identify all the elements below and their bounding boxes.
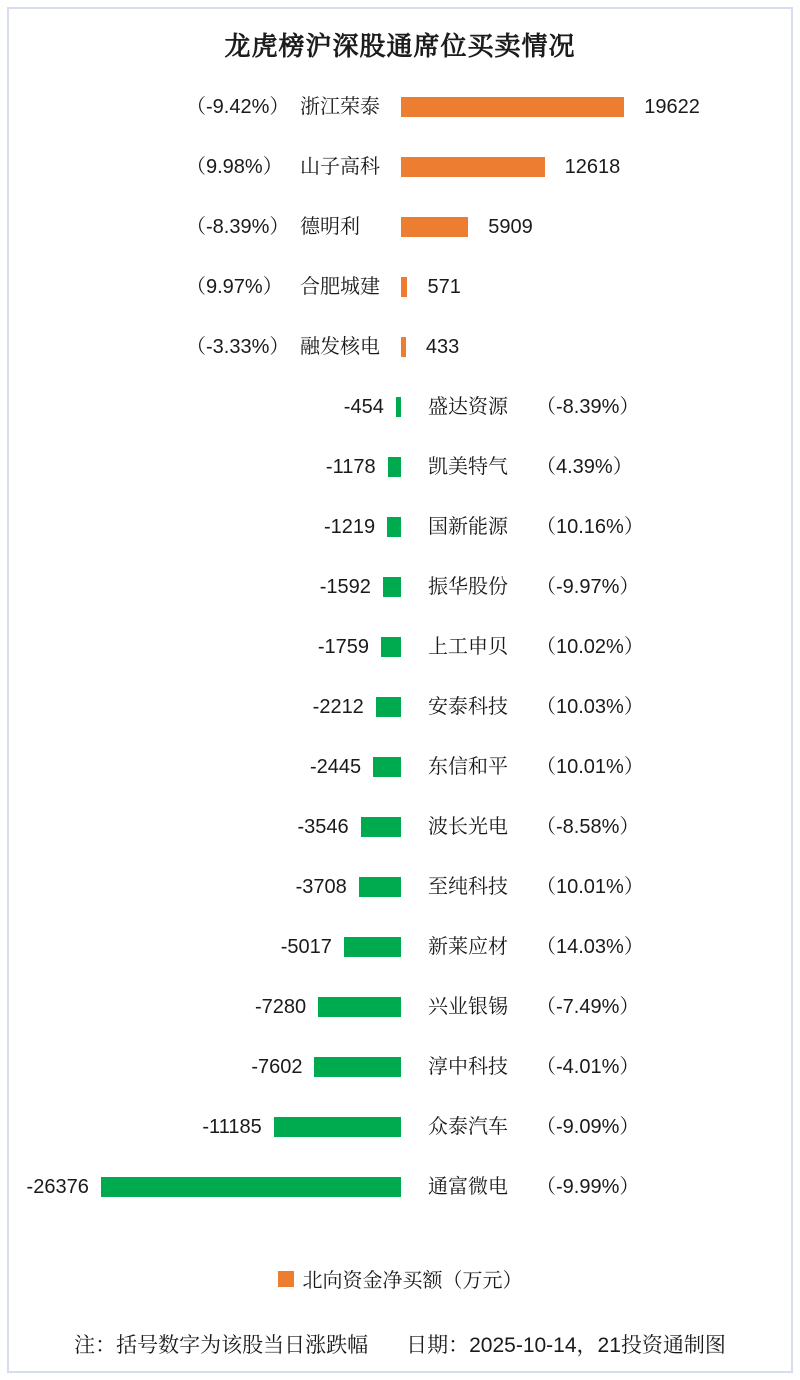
value-label: -454 bbox=[343, 396, 384, 418]
stock-name: 波长光电 bbox=[428, 816, 508, 838]
bar-row bbox=[0, 497, 800, 557]
negative-bar bbox=[376, 697, 401, 717]
stock-name: 众泰汽车 bbox=[428, 1116, 508, 1138]
pct-change-label: （10.03%） bbox=[536, 696, 644, 718]
positive-bar bbox=[401, 157, 545, 177]
bar-row bbox=[0, 437, 800, 497]
pct-change-label: （14.03%） bbox=[536, 936, 644, 958]
bar-row bbox=[0, 857, 800, 917]
stock-name: 通富微电 bbox=[428, 1176, 508, 1198]
value-label: -7602 bbox=[251, 1056, 303, 1078]
stock-name: 德明利 bbox=[300, 216, 360, 238]
pct-change-label: （9.98%） bbox=[186, 156, 283, 178]
chart-title: 龙虎榜沪深股通席位买卖情况 bbox=[224, 31, 576, 61]
value-label: -26376 bbox=[26, 1176, 89, 1198]
pct-change-label: （10.16%） bbox=[536, 516, 644, 538]
legend bbox=[0, 1264, 800, 1293]
bar-row bbox=[0, 797, 800, 857]
value-label: 12618 bbox=[564, 156, 621, 178]
negative-bar bbox=[359, 877, 401, 897]
stock-name: 凯美特气 bbox=[428, 456, 508, 478]
bar-row bbox=[0, 917, 800, 977]
bar-row bbox=[0, 557, 800, 617]
pct-change-label: （-3.33%） bbox=[186, 336, 290, 358]
bar-row bbox=[0, 317, 800, 377]
value-label: -5017 bbox=[280, 936, 332, 958]
value-label: -2445 bbox=[310, 756, 362, 778]
stock-name: 淳中科技 bbox=[428, 1056, 508, 1078]
pct-change-label: （10.01%） bbox=[536, 876, 644, 898]
stock-name: 融发核电 bbox=[300, 336, 380, 358]
stock-name: 东信和平 bbox=[428, 756, 508, 778]
value-label: 433 bbox=[425, 336, 460, 358]
bar-row bbox=[0, 257, 800, 317]
negative-bar bbox=[344, 937, 401, 957]
negative-bar bbox=[361, 817, 401, 837]
pct-change-label: （-7.49%） bbox=[536, 996, 640, 1018]
pct-change-label: （-8.39%） bbox=[536, 396, 640, 418]
pct-change-label: （10.02%） bbox=[536, 636, 644, 658]
value-label: -1219 bbox=[323, 516, 376, 538]
bar-row bbox=[0, 677, 800, 737]
value-label: -3546 bbox=[297, 816, 349, 838]
value-label: -3708 bbox=[295, 876, 347, 898]
bar-row bbox=[0, 1037, 800, 1097]
positive-bar bbox=[401, 217, 468, 237]
bar-row bbox=[0, 1097, 800, 1157]
footer-date: 日期：2025-10-14，21投资通制图 bbox=[406, 1334, 726, 1357]
pct-change-label: （-9.97%） bbox=[536, 576, 640, 598]
value-label: -2212 bbox=[312, 696, 364, 718]
negative-bar bbox=[318, 997, 401, 1017]
bar-row bbox=[0, 977, 800, 1037]
negative-bar bbox=[387, 517, 401, 537]
pct-change-label: （10.01%） bbox=[536, 756, 644, 778]
bar-row bbox=[0, 377, 800, 437]
pct-change-label: （-9.09%） bbox=[536, 1116, 640, 1138]
stock-name: 新莱应材 bbox=[428, 936, 508, 958]
value-label: -1759 bbox=[317, 636, 369, 658]
stock-name: 至纯科技 bbox=[428, 876, 508, 898]
value-label: -1592 bbox=[319, 576, 371, 598]
negative-bar bbox=[388, 457, 401, 477]
pct-change-label: （-4.01%） bbox=[536, 1056, 640, 1078]
legend-label: 北向资金净买额（万元） bbox=[302, 1270, 523, 1292]
value-label: 5909 bbox=[488, 216, 533, 238]
bar-row bbox=[0, 77, 800, 137]
stock-name: 山子高科 bbox=[300, 156, 380, 178]
pct-change-label: （-8.39%） bbox=[186, 216, 290, 238]
bar-row bbox=[0, 1157, 800, 1217]
bar-row bbox=[0, 617, 800, 677]
negative-bar bbox=[314, 1057, 401, 1077]
footer-note: 注：括号数字为该股当日涨跌幅 bbox=[74, 1334, 369, 1357]
negative-bar bbox=[381, 637, 401, 657]
pct-change-label: （-9.99%） bbox=[536, 1176, 640, 1198]
stock-name: 合肥城建 bbox=[300, 276, 380, 298]
positive-bar bbox=[401, 337, 406, 357]
stock-name: 盛达资源 bbox=[428, 396, 508, 418]
stock-name: 兴业银锡 bbox=[428, 996, 508, 1018]
stock-name: 国新能源 bbox=[428, 516, 508, 538]
pct-change-label: （9.97%） bbox=[186, 276, 283, 298]
negative-bar bbox=[101, 1177, 401, 1197]
bar-row bbox=[0, 197, 800, 257]
stock-name: 振华股份 bbox=[428, 576, 508, 598]
value-label: -1178 bbox=[325, 456, 376, 478]
negative-bar bbox=[274, 1117, 401, 1137]
positive-bar bbox=[401, 97, 624, 117]
stock-name: 浙江荣泰 bbox=[300, 96, 380, 118]
stock-name: 安泰科技 bbox=[428, 696, 508, 718]
negative-bar bbox=[396, 397, 401, 417]
bar-row bbox=[0, 737, 800, 797]
pct-change-label: （4.39%） bbox=[536, 456, 633, 478]
legend-orange-square-icon bbox=[278, 1271, 294, 1287]
pct-change-label: （-9.42%） bbox=[186, 96, 290, 118]
bar-row bbox=[0, 137, 800, 197]
positive-bar bbox=[401, 277, 407, 297]
pct-change-label: （-8.58%） bbox=[536, 816, 640, 838]
negative-bar bbox=[373, 757, 401, 777]
footer bbox=[0, 1329, 800, 1359]
value-label: 19622 bbox=[644, 96, 700, 118]
value-label: -7280 bbox=[254, 996, 307, 1018]
value-label: -11185 bbox=[202, 1116, 262, 1138]
value-label: 571 bbox=[427, 276, 461, 298]
stock-name: 上工申贝 bbox=[428, 636, 508, 658]
negative-bar bbox=[383, 577, 401, 597]
